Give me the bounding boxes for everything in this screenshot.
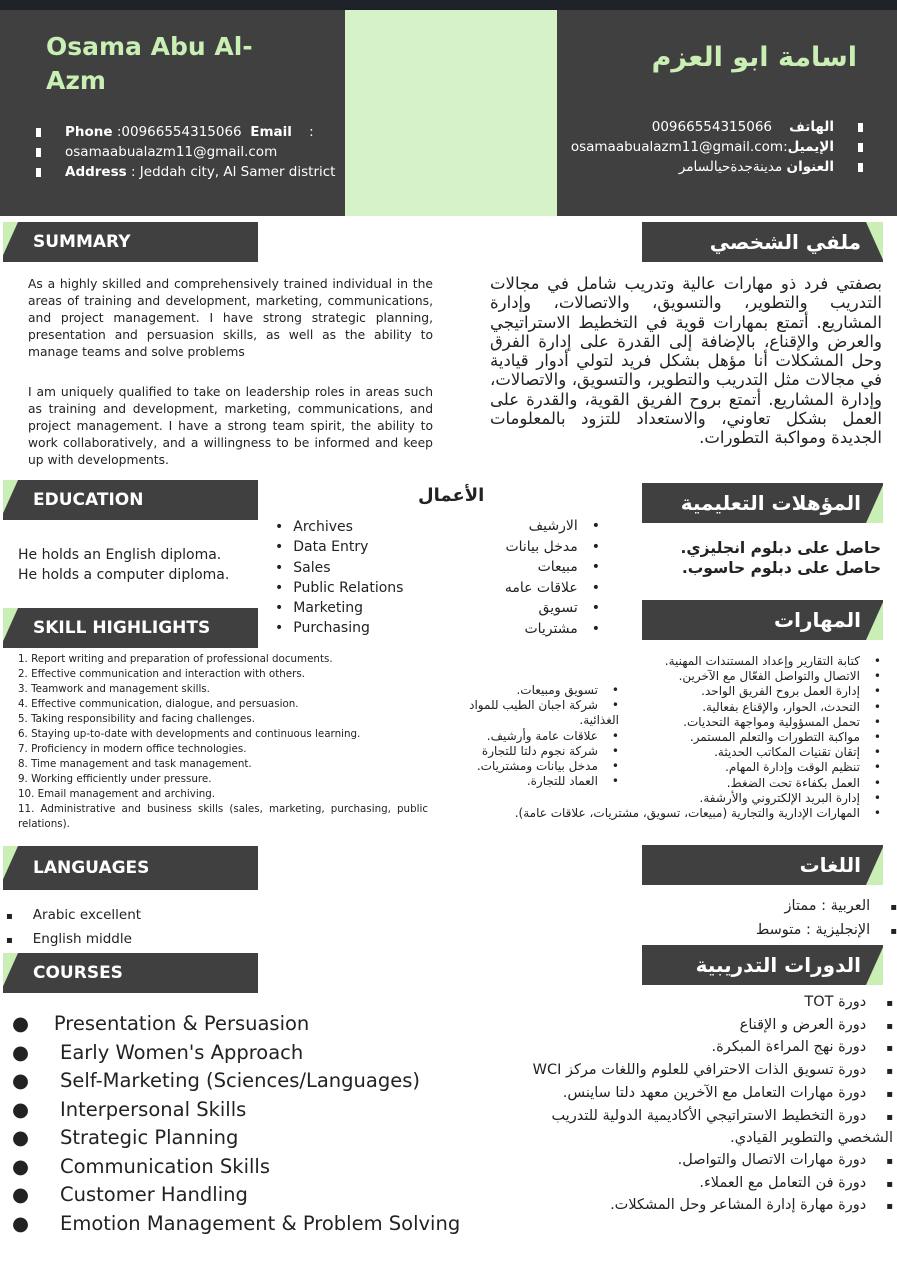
course-item: ▪ دورة مهارات التعامل مع الآخرين معهد دلتا ساينس. [503,1083,893,1106]
section-courses-ar [642,945,883,985]
section-title: الدورات التدريبية [695,953,861,977]
course-item: ● Emotion Management & Problem Solving [12,1211,461,1235]
course-item: ● Strategic Planning [12,1126,239,1149]
courses-list [12,1010,460,1238]
works-item: • Marketing [275,598,403,618]
course-item: ▪ دورة العرض و الإقناع [503,1015,893,1038]
course-item: ● Early Women's Approach [12,1040,304,1064]
education-list [18,545,229,585]
skill-item: 8. Time management and task management. [18,758,252,770]
summary-paragraph-2: I am uniquely qualified to take on leadership roles in areas such as training and development, marketing, communications, and project management. I have a strong team spirit, the ability to work collaboratively, and a willingness to be informed and keep up with developments. [28,385,433,467]
section-title: LANGUAGES [33,858,150,878]
course-item: ▪ دورة تسويق الذات الاحترافي للعلوم واللغات مركز WCI [503,1060,893,1083]
course-label: Early Women's Approach [60,1040,304,1064]
course-item: ▪ دورة التخطيط الاستراتيجي الأكاديمية الدولية للتدريب الشخصي والتطوير القيادي. [503,1106,893,1150]
course-item: ● Interpersonal Skills [12,1097,247,1121]
experience-item: • شركة اجبان الطيب للمواد الغذائية. [469,698,619,728]
top-bar [0,0,897,10]
works-item: • Sales [275,558,403,578]
header-right-panel [557,10,897,216]
phone-value-ar: 00966554315066 [651,119,772,135]
works-list [275,517,403,639]
skill-item: • التحدث، الحوار، والإقناع بفعالية. [461,700,881,715]
contact-arabic [571,117,863,177]
section-title: SUMMARY [33,232,131,252]
skill-item: 1. Report writing and preparation of professional documents. [18,653,333,665]
section-education-ar [642,483,883,523]
works-item: • مشتريات [505,619,600,640]
section-title: اللغات [799,853,861,877]
skill-item: 2. Effective communication and interaction with others. [18,668,305,680]
skill-item: • إتقان تقنيات المكاتب الحديثة. [461,745,881,760]
bullet-icon [36,128,41,137]
address-label: Address [65,164,127,180]
course-item: ● Communication Skills [12,1154,270,1178]
course-label: Emotion Management & Problem Solving [60,1211,461,1235]
experience-item: • شركة نجوم دلتا للتجارة [469,744,619,759]
skill-item: • المهارات الإدارية والتجارية (مبيعات، تسويق، مشتريات، علاقات عامة). [461,806,881,821]
header-green-panel [345,10,557,216]
bullet-icon [36,168,41,177]
course-item: ▪ دورة TOT [503,992,893,1015]
works-item: • Data Entry [275,537,403,557]
skill-item: • إدارة البريد الإلكتروني والأرشفة. [461,791,881,806]
skill-item: 5. Taking responsibility and facing challenges. [18,713,255,725]
name-arabic: اسامة ابو العزم [651,42,857,73]
email-separator: : [309,124,314,140]
bullet-icon [858,163,863,172]
skills-list [18,652,428,832]
address-value-ar: مدينةجدةحيالسامر [678,159,783,175]
bullet-icon [858,143,863,152]
section-skills-ar [642,600,883,640]
section-education [3,480,258,520]
works-item: • مدخل بيانات [505,537,600,558]
works-item: • مبيعات [505,557,600,578]
course-item: ● Customer Handling [12,1183,248,1206]
phone-value: :00966554315066 [116,124,242,140]
phone-label: Phone [65,124,113,140]
education-item: He holds an English diploma. [18,547,222,563]
course-label: Communication Skills [60,1154,270,1178]
section-title: ملفي الشخصي [709,230,861,254]
works-item: • الارشيف [505,516,600,537]
section-title: SKILL HIGHLIGHTS [33,618,211,638]
skill-item: • كتابة التقارير وإعداد المستندات المهنية. [461,654,881,669]
course-item: ● Self-Marketing (Sciences/Languages) [12,1069,420,1092]
course-item: ▪ دورة فن التعامل مع العملاء. [503,1173,893,1196]
education-list-ar [681,538,881,578]
works-item: • Purchasing [275,618,403,638]
experience-item: • تسويق ومبيعات. [469,683,619,698]
bullet-icon [36,148,41,157]
works-item: • تسويق [505,598,600,619]
skill-item: • مواكبة التطورات والتعلم المستمر. [461,730,881,745]
languages-list [6,904,141,952]
section-title: المؤهلات التعليمية [680,491,861,515]
experience-item: • علاقات عامة وأرشيف. [469,729,619,744]
contact-english [36,122,336,182]
course-item: ● Presentation & Persuasion [12,1012,310,1035]
language-item: ▪ الإنجليزية : متوسط [756,919,897,943]
section-title: المهارات [774,608,861,632]
skill-item: • إدارة العمل بروح الفريق الواحد. [461,684,881,699]
course-label: Interpersonal Skills [60,1097,247,1121]
section-languages-ar [642,845,883,885]
bullet-icon [858,123,863,132]
section-languages [3,846,258,890]
section-title: EDUCATION [33,490,144,510]
course-label: Customer Handling [60,1183,248,1206]
email-label: Email [250,124,292,140]
education-item: He holds a computer diploma. [18,567,230,583]
email-value-ar[interactable]: :osamaabualazm11@gmail.com [570,139,788,155]
language-item: ▪ Arabic excellent [6,904,141,928]
works-list-ar [505,516,600,640]
works-item: • Archives [275,517,403,537]
language-item: ▪ العربية : ممتاز [756,895,897,919]
courses-list-ar [503,992,893,1218]
email-value[interactable]: osamaabualazm11@gmail.com [65,144,278,160]
skill-item: • تنظيم الوقت وإدارة المهام. [461,760,881,775]
skill-item: 3. Teamwork and management skills. [18,683,210,695]
address-value: : Jeddah city, Al Samer district [126,164,336,180]
section-skills [3,608,258,648]
course-item: ▪ دورة مهارة إدارة المشاعر وحل المشكلات. [503,1195,893,1218]
section-summary-ar [642,222,883,262]
course-label: Self-Marketing (Sciences/Languages) [60,1069,420,1092]
skill-item: • تحمل المسؤولية ومواجهة التحديات. [461,715,881,730]
section-courses [3,953,258,993]
email-label-ar: الإيميل [787,139,834,155]
summary-arabic: بصفتي فرد ذو مهارات عالية وتدريب شامل في مجالات التدريب والتطوير، والتسويق، والاتصالات، وإدارة المشاريع. أتمتع بمهارات قوية في التخطيط الاستراتيجي والعرض والإقناع، بالإضافة إلى القدرة على إدارة الفرق وحل المشكلات أنا مؤهل بشكل فريد لتولي أدوار قيادية في مجالات مثل التدريب والتطوير، والتسويق، والاتصالات، وإدارة المشاريع. أتمتع بروح الفريق القوية، والقدرة على العمل بشكل تعاوني، والاستعداد للتزود بالمعلومات الجديدة ومواكبة التطورات. [490,274,882,448]
education-item: حاصل على دبلوم حاسوب. [681,559,881,577]
skill-item: • العمل بكفاءة تحت الضغط. [461,776,881,791]
experience-item: • مدخل بيانات ومشتريات. [469,759,619,774]
works-item: • علاقات عامه [505,578,600,599]
section-title: COURSES [33,963,123,983]
phone-label-ar: الهاتف [789,119,834,135]
skill-item: 11. Administrative and business skills (sales, marketing, purchasing, public relations). [18,803,428,830]
course-label: Presentation & Persuasion [53,1012,310,1035]
skill-item: 9. Working efficiently under pressure. [18,773,212,785]
course-item: ▪ دورة مهارات الاتصال والتواصل. [503,1150,893,1173]
skill-item: 7. Proficiency in modern office technologies. [18,743,247,755]
works-item: • Public Relations [275,578,403,598]
education-item: حاصل على دبلوم انجليزي. [680,539,881,557]
experience-item: • العماد للتجارة. [469,774,619,789]
skill-item: • الاتصال والتواصل الفعّال مع الآخرين. [461,669,881,684]
course-label: Strategic Planning [60,1126,239,1149]
languages-list-ar [756,895,897,943]
summary-paragraph-1: As a highly skilled and comprehensively trained individual in the areas of training and development, marketing, communications, and project management. I have strong strategic planning, presentation and persuasion skills, as well as the ability to manage teams and solve problems [28,277,433,359]
skill-item: 6. Staying up-to-date with developments and continuous learning. [18,728,361,740]
language-item: ▪ English middle [6,928,141,952]
skill-item: 10. Email management and archiving. [18,788,216,800]
skill-item: 4. Effective communication, dialogue, and persuasion. [18,698,299,710]
experience-list-ar [469,683,619,789]
name-english: Osama Abu Al-Azm [46,32,253,95]
works-title-ar: الأعمال [418,485,485,506]
address-label-ar: العنوان [786,159,834,175]
section-summary [3,222,258,262]
course-item: ▪ دورة نهج المراءة المبكرة. [503,1037,893,1060]
